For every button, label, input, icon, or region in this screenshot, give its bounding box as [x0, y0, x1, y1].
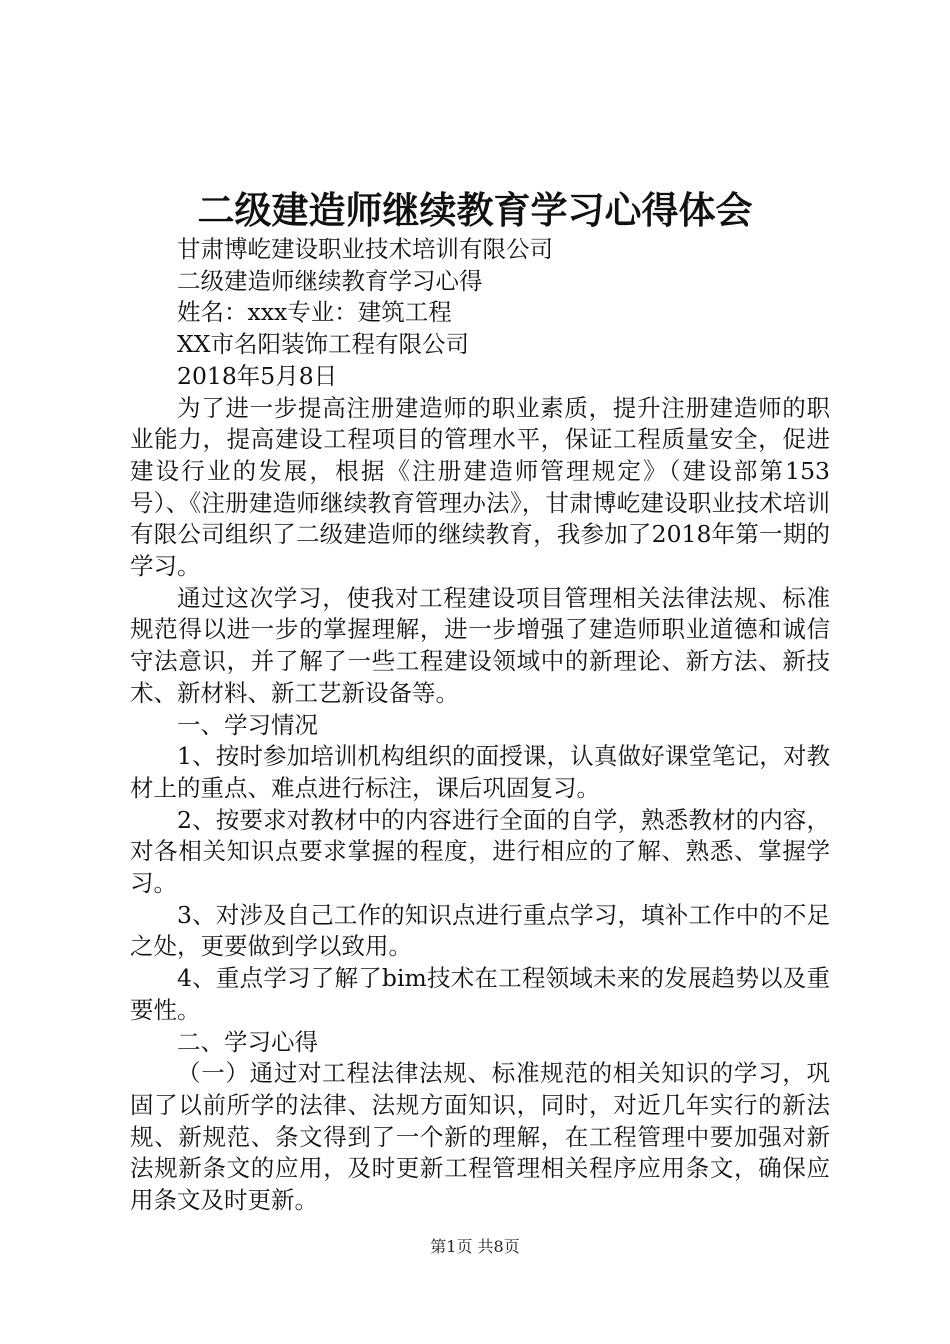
paragraph-intro: 为了进一步提高注册建造师的职业素质，提升注册建造师的职业能力，提高建设工程项目的管理水平，保证工程质量安全，促进建设行业的发展，根据《注册建造师管理规定》（建设部第153号）、《注册建造师继续教育管理办法》，甘肃博屹建设职业技术培训有限公司组织了二级建造师的继续教育，我参加了2018年第一期的学习。 [130, 393, 830, 581]
header-line-name: 姓名：xxx专业：建筑工程 [177, 298, 452, 327]
header-line-date: 2018年5月8日 [177, 361, 338, 390]
header-line-subject: 二级建造师继续教育学习心得 [177, 266, 483, 295]
section-heading-study: 一、学习情况 [177, 710, 318, 739]
header-line-employer: XX市名阳装饰工程有限公司 [177, 330, 469, 359]
paragraph-insight-1: （一）通过对工程法律法规、标准规范的相关知识的学习，巩固了以前所学的法律、法规方面知识，同时，对近几年实行的新法规、新规范、条文得到了一个新的理解，在工程管理中要加强对新法规新条文的应用，及时更新工程管理相关程序应用条文，确保应用条文及时更新。 [130, 1059, 830, 1215]
page-number-footer: 第1页 共8页 [430, 1237, 520, 1256]
paragraph-summary: 通过这次学习，使我对工程建设项目管理相关法律法规、标准规范得以进一步的掌握理解，进一步增强了建造师职业道德和诚信守法意识，并了解了一些工程建设领域中的新理论、新方法、新技术、新材料、新工艺新设备等。 [130, 583, 830, 707]
document-body [130, 234, 830, 1217]
header-line-company: 甘肃博屹建设职业技术培训有限公司 [177, 235, 553, 263]
list-item-2: 2、按要求对教材中的内容进行全面的自学，熟悉教材的内容，对各相关知识点要求掌握的程度，进行相应的了解、熟悉、掌握学习。 [130, 805, 830, 898]
list-item-1: 1、按时参加培训机构组织的面授课，认真做好课堂笔记，对教材上的重点、难点进行标注，课后巩固复习。 [130, 742, 830, 802]
document-title: 二级建造师继续教育学习心得体会 [197, 188, 753, 232]
list-item-3: 3、对涉及自己工作的知识点进行重点学习，填补工作中的不足之处，更要做到学以致用。 [130, 900, 830, 961]
list-item-4: 4、重点学习了解了bim技术在工程领域未来的发展趋势以及重要性。 [130, 964, 830, 1024]
section-heading-insights: 二、学习心得 [177, 1027, 318, 1056]
